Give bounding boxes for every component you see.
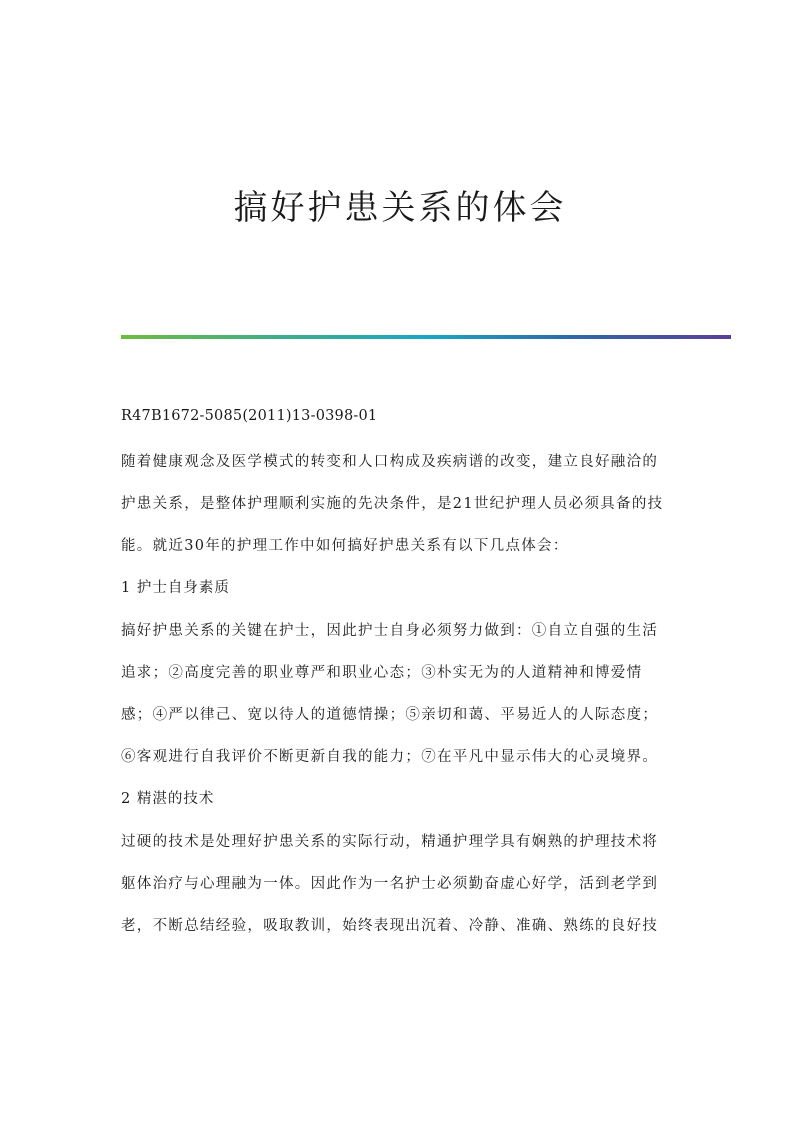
classification-code: R47B1672-5085(2011)13-0398-01: [121, 408, 378, 424]
section2-line: 老，不断总结经验，吸取教训，始终表现出沉着、冷静、准确、熟练的良好技: [121, 918, 659, 934]
section2-line: 躯体治疗与心理融为一体。因此作为一名护士必须勤奋虚心好学，活到老学到: [121, 876, 659, 892]
title-divider: [121, 335, 731, 339]
section1-line: 搞好护患关系的关键在护士，因此护士自身必须努力做到：①自立自强的生活: [121, 623, 659, 639]
section1-line: 感；④严以律己、宽以待人的道德情操；⑤亲切和蔼、平易近人的人际态度；: [121, 707, 659, 723]
section2-line: 过硬的技术是处理好护患关系的实际行动，精通护理学具有娴熟的护理技术将: [121, 834, 659, 850]
section-heading-1: 1 护士自身素质: [121, 580, 230, 596]
intro-line: 随着健康观念及医学模式的转变和人口构成及疾病谱的改变，建立良好融洽的: [121, 454, 659, 470]
section-heading-2: 2 精湛的技术: [121, 791, 215, 807]
section1-line: 追求；②高度完善的职业尊严和职业心态；③朴实无为的人道精神和博爱情: [121, 665, 643, 681]
intro-line: 护患关系，是整体护理顺利实施的先决条件，是21世纪护理人员必须具备的技: [121, 496, 664, 512]
document-body: [121, 406, 681, 958]
document-title: 搞好护患关系的体会: [233, 188, 567, 228]
intro-line: 能。就近30年的护理工作中如何搞好护患关系有以下几点体会：: [121, 538, 569, 554]
section1-line: ⑥客观进行自我评价不断更新自我的能力；⑦在平凡中显示伟大的心灵境界。: [121, 749, 659, 765]
